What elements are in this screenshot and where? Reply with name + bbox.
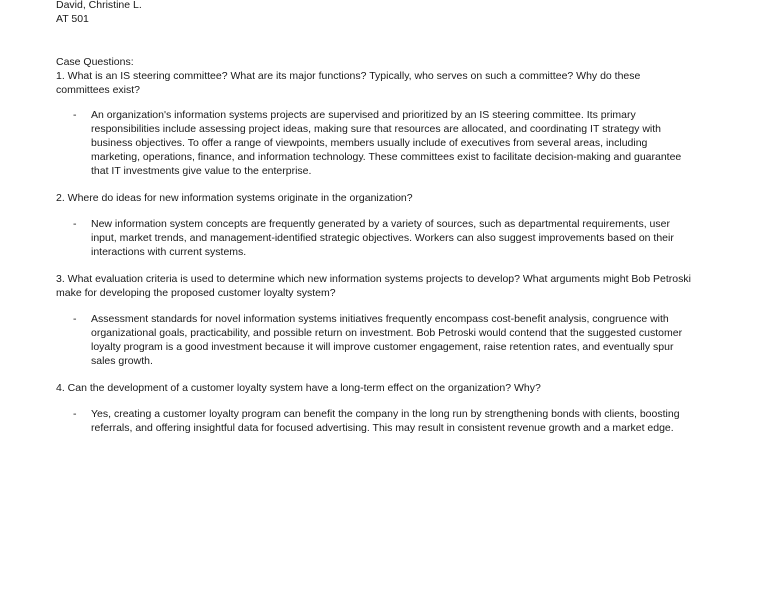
answer-3-text: Assessment standards for novel information systems initiatives frequently encompass cost-benefit analysis, congruence with organizational goals, practicability, and possible return on investment. Bob Petroski would contend that the suggested customer loyalty program is a good investment because it will improve customer engagement, raise retention rates, and eventually spur sales growth.	[91, 313, 683, 367]
answer-4	[73, 407, 696, 435]
answer-3	[73, 312, 696, 368]
answer-2-text: New information system concepts are frequently generated by a variety of sources, such as departmental requirements, user input, market trends, and management-identified strategic objectives. Workers can also suggest improvements based on their interactions with current systems.	[91, 218, 674, 258]
question-1: 1. What is an IS steering committee? What are its major functions? Typically, who serves on such a committee? Why do these committees exist?	[56, 70, 641, 96]
question-2: 2. Where do ideas for new information systems originate in the organization?	[56, 192, 413, 204]
document-page	[56, 0, 696, 448]
bullet-dash: -	[73, 218, 77, 230]
author-name: David, Christine L.	[56, 0, 142, 11]
answer-4-text: Yes, creating a customer loyalty program can benefit the company in the long run by strengthening bonds with clients, boosting referrals, and offering insightful data for focused advertising. This may result in consistent revenue growth and a market edge.	[91, 408, 680, 434]
bullet-dash: -	[73, 109, 77, 121]
answer-1-text: An organization's information systems projects are supervised and prioritized by an IS steering committee. Its primary responsibilities include assessing project ideas, making sure that resources are allocated, and coordinating IT strategy with business objectives. To offer a range of viewpoints, members usually include of executives from several areas, including marketing, operations, finance, and information technology. These committees exist to facilitate decision-making and guarantee that IT investments give value to the enterprise.	[91, 109, 682, 177]
bullet-dash: -	[73, 313, 77, 325]
course-code: AT 501	[56, 13, 89, 25]
question-4: 4. Can the development of a customer loyalty system have a long-term effect on the organization? Why?	[56, 382, 541, 394]
bullet-dash: -	[73, 408, 77, 420]
answer-2	[73, 217, 696, 259]
question-3: 3. What evaluation criteria is used to determine which new information systems projects to develop? What arguments might Bob Petroski make for developing the proposed customer loyalty system?	[56, 273, 691, 299]
answer-1	[73, 108, 696, 178]
document-header	[56, 0, 696, 26]
case-questions-heading: Case Questions:	[56, 56, 134, 68]
